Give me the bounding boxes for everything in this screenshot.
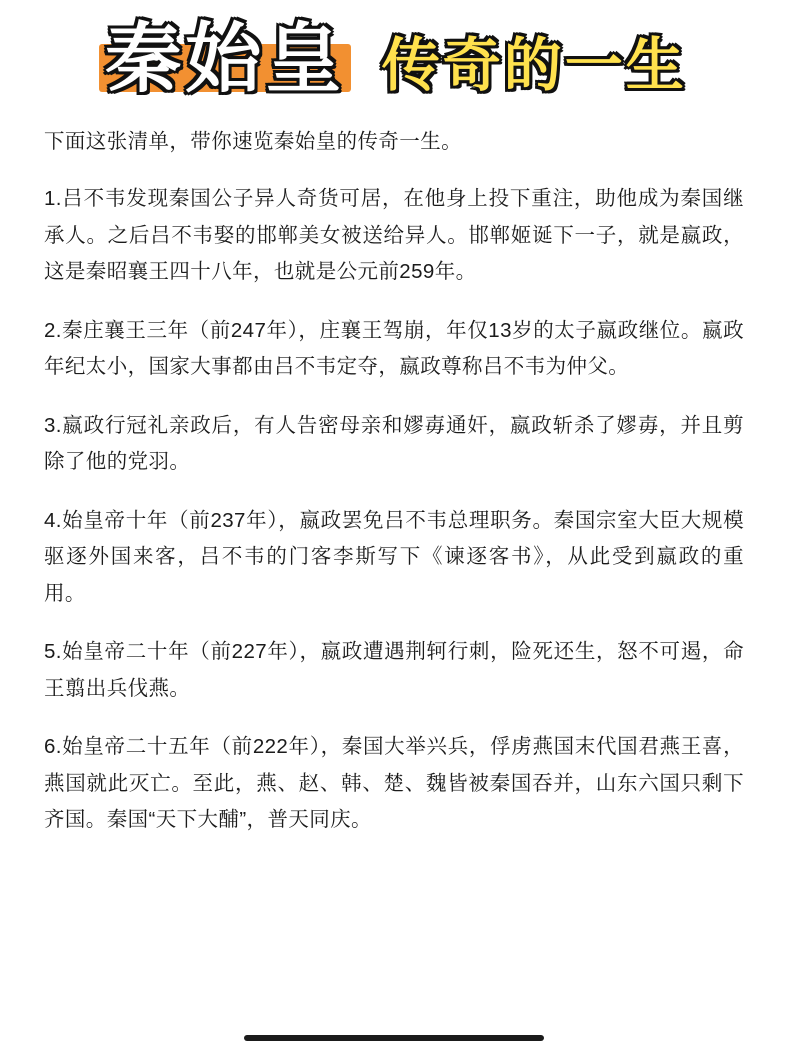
- paragraph-1: 1.吕不韦发现秦国公子异人奇货可居，在他身上投下重注，助他成为秦国继承人。之后吕不韦娶的邯郸美女被送给异人。邯郸姬诞下一子，就是嬴政，这是秦昭襄王四十八年，也就是公元前259年。: [44, 187, 744, 284]
- paragraph-6: 6.始皇帝二十五年（前222年），秦国大举兴兵，俘虏燕国末代国君燕王喜，燕国就此灭亡。至此，燕、赵、韩、楚、魏皆被秦国吞并，山东六国只剩下齐国。秦国“天下大酺”，普天同庆。: [44, 735, 744, 832]
- paragraph-4: 4.始皇帝十年（前237年），嬴政罢免吕不韦总理职务。秦国宗室大臣大规模驱逐外国来客，吕不韦的门客李斯写下《谏逐客书》，从此受到嬴政的重用。: [44, 508, 744, 605]
- lead-paragraph: 下面这张清单，带你速览秦始皇的传奇一生。: [44, 129, 462, 153]
- article-content: [0, 104, 788, 839]
- page-subtitle: 传奇的一生: [381, 31, 687, 99]
- title-area: [0, 0, 788, 104]
- paragraph-3: 3.嬴政行冠礼亲政后，有人告密母亲和嫪毐通奸，嬴政斩杀了嫪毐，并且剪除了他的党羽。: [44, 413, 744, 474]
- subtitle-block: [368, 31, 701, 99]
- home-indicator-bar: [244, 1035, 544, 1041]
- page-title: 秦始皇: [105, 14, 346, 103]
- paragraph-5: 5.始皇帝二十年（前227年），嬴政遭遇荆轲行刺，险死还生，怒不可遏，命王翦出兵伐燕。: [44, 640, 744, 700]
- paragraph-2: 2.秦庄襄王三年（前247年），庄襄王驾崩，年仅13岁的太子嬴政继位。嬴政年纪太小，国家大事都由吕不韦定夺，嬴政尊称吕不韦为仲父。: [44, 318, 744, 379]
- main-title-block: [87, 14, 363, 104]
